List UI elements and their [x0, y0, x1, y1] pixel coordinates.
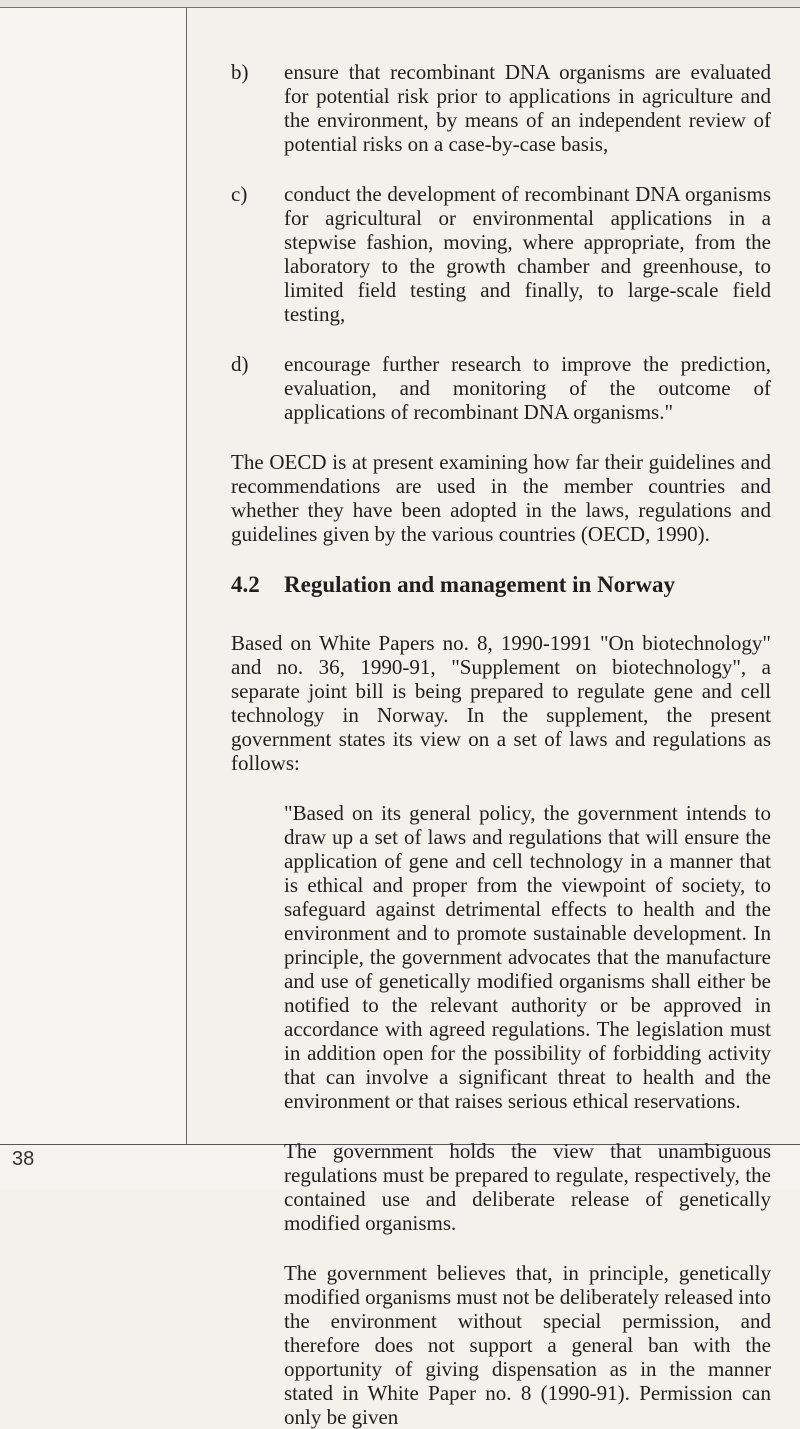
list-marker: b) [231, 60, 249, 84]
page-number: 38 [12, 1148, 35, 1170]
list-item-text: encourage further research to improve the prediction, evaluation, and monitoring of the outcome of applications of recombinant DNA organisms." [284, 352, 771, 424]
left-margin-column [0, 8, 187, 1144]
page-body [231, 60, 771, 1429]
section-title: Regulation and management in Norway [284, 572, 676, 597]
list-marker: d) [231, 352, 249, 376]
list-item-b [231, 60, 771, 156]
list-item-text: ensure that recombinant DNA organisms are evaluated for potential risk prior to applications in agriculture and the environment, by means of an independent review of potential risks on a case-by-case basis, [284, 60, 771, 156]
section-number: 4.2 [231, 572, 260, 597]
list-item-d [231, 352, 771, 424]
quote-paragraph: The government holds the view that unambiguous regulations must be prepared to regulate, respectively, the contained use and deliberate release of genetically modified organisms. [284, 1139, 771, 1235]
quote-paragraph: "Based on its general policy, the government intends to draw up a set of laws and regulations that will ensure the application of gene and cell technology in a manner that is ethical and proper from the viewpoint of society, to safeguard against detrimental effects to health and the environment and to promote sustainable development. In principle, the government advocates that the manufacture and use of genetically modified organisms shall either be notified to the relevant authority or be approved in accordance with agreed regulations. The legislation must in addition open for the possibility of forbidding activity that can involve a significant threat to health and the environment or that raises serious ethical reservations. [284, 801, 771, 1113]
page-top-edge [0, 0, 800, 8]
list-marker: c) [231, 182, 248, 206]
quote-paragraph: The government believes that, in principle, genetically modified organisms must not be deliberately released into the environment without special permission, and therefore does not support a general ban with the opportunity of giving dispensation as in the manner stated in White Paper no. 8 (1990-91). Permission can only be given [284, 1261, 771, 1429]
oecd-paragraph: The OECD is at present examining how far their guidelines and recommendations are used in the member countries and whether they have been adopted in the laws, regulations and guidelines given by the various countries (OECD, 1990). [231, 450, 771, 546]
intro-paragraph: Based on White Papers no. 8, 1990-1991 "On biotechnology" and no. 36, 1990-91, "Supplement on biotechnology", a separate joint bill is being prepared to regulate gene and cell technology in Norway. In the supplement, the present government states its view on a set of laws and regulations as follows: [231, 631, 771, 775]
section-heading [231, 572, 771, 598]
list-item-c [231, 182, 771, 326]
list-item-text: conduct the development of recombinant DNA organisms for agricultural or environmental applications in a stepwise fashion, moving, where appropriate, from the laboratory to the growth chamber and greenhouse, to limited field testing and finally, to large-scale field testing, [284, 182, 771, 326]
